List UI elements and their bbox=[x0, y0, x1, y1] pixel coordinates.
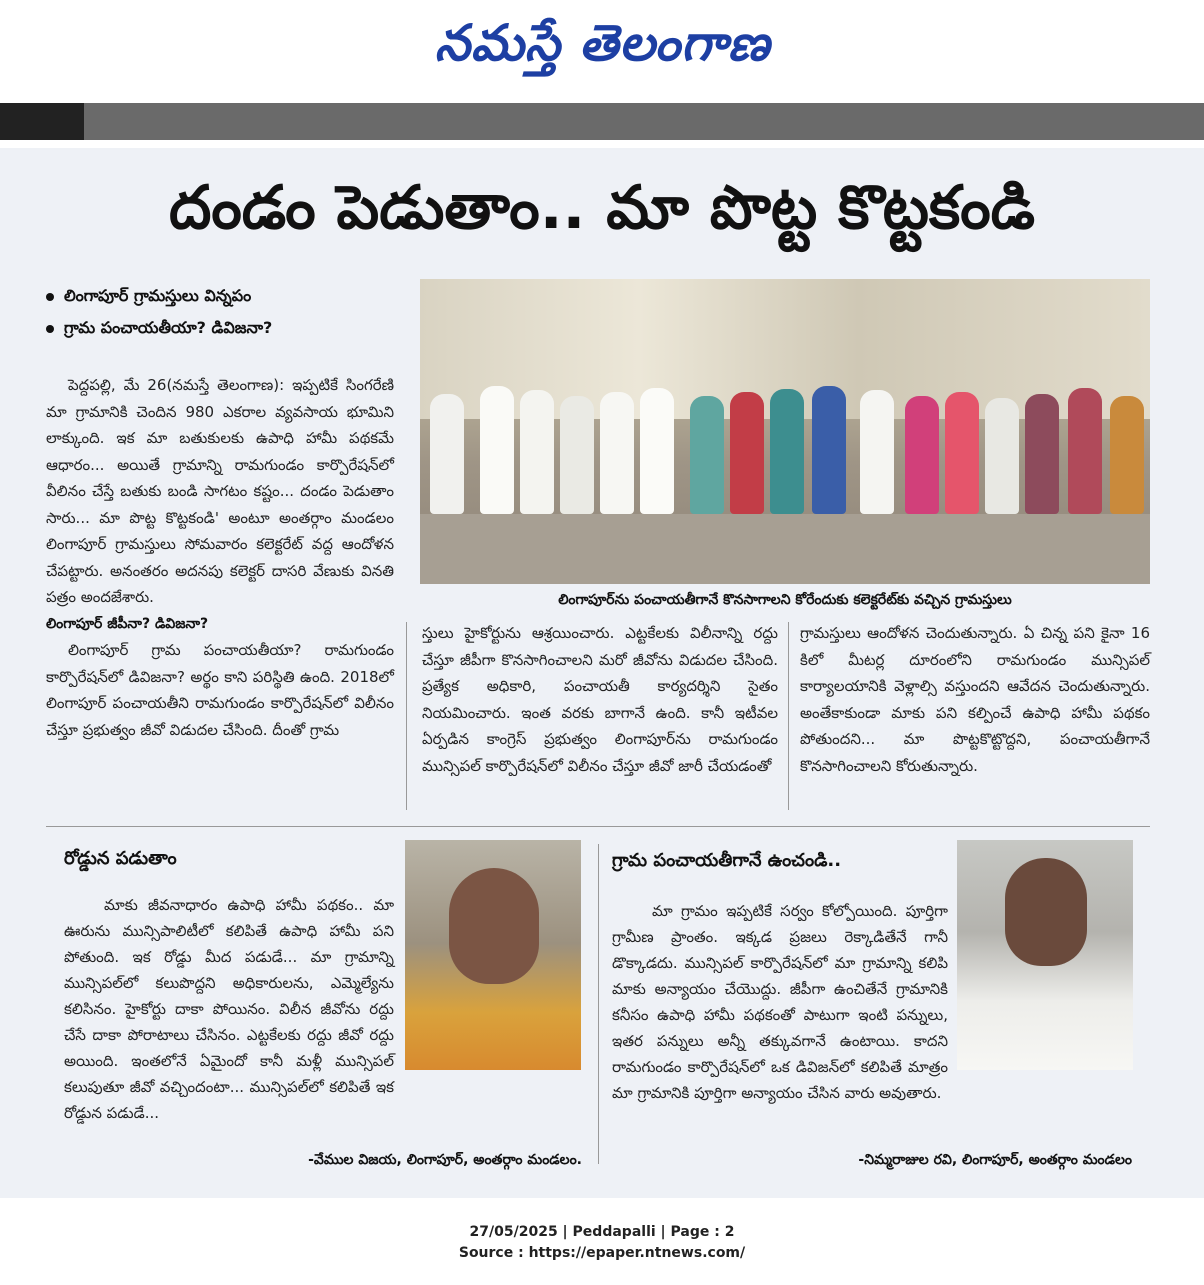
section-divider bbox=[46, 826, 1150, 827]
article-paragraph: లింగాపూర్ గ్రామ పంచాయతీయా? రామగుండం కార్పొరేషన్‌లో డివిజనా? అర్థం కాని పరిస్థితి ఉంది. 2018లో లింగాపూర్ పంచాయతీని రామగుండం కార్పొరేషన్‌లో విలీనం చేస్తూ ప్రభుత్వం జీవో విడుదల చేసింది. దీంతో గ్రామ bbox=[46, 641, 394, 739]
footer-source-link[interactable]: Source : https://epaper.ntnews.com/ bbox=[458, 1245, 746, 1261]
quote-title-right: గ్రామ పంచాయతీగానే ఉంచండి.. bbox=[612, 850, 842, 871]
quote-text: మా గ్రామం ఇప్పటికే సర్వం కోల్పోయింది. పూర్తిగా గ్రామీణ ప్రాంతం. ఇక్కడ ప్రజలు రెక్కాడితేనే గానీ డొక్కాడదు. మున్సిపల్ కార్పొరేషన్‌లో మా గ్రామాన్ని కలిపి మాకు అన్యాయం చేయొద్దు. జీపీగా ఉంచితేనే గ్రామానికి కనీసం ఉపాధి హామీ పథకంతో పాటుగా ఇంటి పన్నులు, ఇతర పన్నులు అన్నీ తక్కువగానే ఉంటాయి. కాదని రామగుండం కార్పొరేషన్‌లో ఒక డివిజన్‌లో కలిపితే మాత్రం మా గ్రామానికి పూర్తిగా అన్యాయం చేసిన వారు అవుతారు. bbox=[612, 902, 948, 1102]
bullet-list bbox=[46, 280, 396, 360]
masthead bbox=[0, 0, 1204, 100]
group-photo bbox=[420, 279, 1150, 584]
column-divider bbox=[406, 622, 407, 810]
masthead-bar-dark bbox=[0, 103, 84, 140]
bullet-item bbox=[46, 280, 396, 312]
photo-person bbox=[770, 389, 804, 514]
article-column-3 bbox=[800, 620, 1150, 779]
photo-person bbox=[1025, 394, 1059, 514]
bullet-item bbox=[46, 312, 396, 344]
photo-caption: లింగాపూర్‌ను పంచాయతీగానే కొనసాగాలని కోరేందుకు కలెక్టరేట్‌కు వచ్చిన గ్రామస్తులు bbox=[558, 592, 1012, 608]
photo-person bbox=[600, 392, 634, 514]
photo-person bbox=[905, 396, 939, 514]
article-subheading: లింగాపూర్ జీపీనా? డివిజనా? bbox=[46, 615, 209, 632]
photo-person bbox=[1068, 388, 1102, 514]
photo-person bbox=[520, 390, 554, 514]
photo-person bbox=[1110, 396, 1144, 514]
photo-person bbox=[730, 392, 764, 514]
masthead-bar-grey bbox=[84, 103, 1204, 140]
photo-person bbox=[480, 386, 514, 514]
bullet-text: లింగాపూర్ గ్రామస్తులు విన్నపం bbox=[64, 286, 252, 305]
portrait-face bbox=[449, 868, 539, 984]
portrait-man bbox=[957, 840, 1133, 1070]
photo-person bbox=[812, 386, 846, 514]
photo-person bbox=[430, 394, 464, 514]
page-footer bbox=[0, 1222, 1204, 1264]
quote-title-left: రోడ్డున పడుతాం bbox=[64, 848, 177, 869]
photo-person bbox=[985, 398, 1019, 514]
box-divider bbox=[598, 844, 599, 1164]
photo-person bbox=[560, 396, 594, 514]
quote-text: మాకు జీవనాధారం ఉపాధి హామీ పథకం.. మా ఊరును మున్సిపాలిటీలో కలిపితే ఉపాధి హామీ పని పోతుంది. ఇక రోడ్డు మీద పడుడే... మా గ్రామాన్ని మున్సిపల్‌లో కలుపొద్దని అధికారులను, ఎమ్మెల్యేను కలిసినం. హైకోర్టు దాకా పోయినం. విలీన జీవోను రద్దు చేసే దాకా పోరాటాలు చేసినం. ఎట్టకేలకు రద్దు జీవో రద్దు అయింది. ఇంతలోనే ఏమైందో కానీ మళ్లీ మున్సిపల్ కలుపుతూ జీవో వచ్చిందంటా... మున్సిపల్‌లో కలిపితే ఇక రోడ్డున పడుడే... bbox=[64, 896, 394, 1122]
quote-body-left bbox=[64, 892, 394, 1126]
photo-person bbox=[690, 396, 724, 514]
quote-signature-right: -నిమ్మరాజుల రవి, లింగాపూర్, అంతర్గాం మండలం bbox=[858, 1152, 1132, 1168]
headline: దండం పెడుతాం.. మా పొట్ట కొట్టకండి bbox=[168, 173, 1036, 243]
photo-person bbox=[640, 388, 674, 514]
article-paragraph: స్తులు హైకోర్టును ఆశ్రయించారు. ఎట్టకేలకు విలీనాన్ని రద్దు చేస్తూ జీపీగా కొనసాగించాలని మరో జీవోను విడుదల చేసింది. ప్రత్యేక అధికారి, పంచాయతీ కార్యదర్శిని సైతం నియమించారు. ఇంత వరకు బాగానే ఉంది. కానీ ఇటీవల ఏర్పడిన కాంగ్రెస్ ప్రభుత్వం లింగాపూర్‌ను రామగుండం మున్సిపల్ కార్పొరేషన్‌లో విలీనం చేస్తూ జీవో జారీ చేయడంతో bbox=[422, 624, 778, 775]
photo-people bbox=[420, 374, 1150, 514]
footer-date-edition: 27/05/2025 | Peddapalli | Page : 2 bbox=[469, 1224, 735, 1240]
article-column-1 bbox=[46, 372, 394, 743]
article-column-2 bbox=[422, 620, 778, 779]
portrait-woman bbox=[405, 840, 581, 1070]
bullet-text: గ్రామ పంచాయతీయా? డివిజనా? bbox=[64, 318, 273, 337]
portrait-face bbox=[1005, 858, 1087, 966]
column-divider bbox=[788, 622, 789, 810]
quote-signature-left: -వేముల విజయ, లింగాపూర్, అంతర్గాం మండలం. bbox=[308, 1152, 582, 1168]
photo-person bbox=[860, 390, 894, 514]
bullet-icon bbox=[46, 325, 54, 333]
photo-person bbox=[945, 392, 979, 514]
newspaper-logo: నమస్తే తెలంగాణ bbox=[434, 13, 771, 72]
quote-body-right bbox=[612, 898, 948, 1106]
photo-floor bbox=[420, 514, 1150, 584]
bullet-icon bbox=[46, 293, 54, 301]
article-paragraph: పెద్దపల్లి, మే 26(నమస్తే తెలంగాణ): ఇప్పటికే సింగరేణి మా గ్రామానికి చెందిన 980 ఎకరాల వ్యవసాయ భూమిని లాక్కుంది. ఇక మా బతుకులకు ఉపాధి హామీ పథకమే ఆధారం... అయితే గ్రామాన్ని రామగుండం కార్పొరేషన్‌లో వీలినం చేస్తే బతుకు బండి సాగటం కష్టం... దండం పెడుతాం సారు... మా పొట్ట కొట్టకండి' అంటూ అంతర్గాం మండలం లింగాపూర్ గ్రామస్తులు సోమవారం కలెక్టరేట్ వద్ద ఆందోళన చేపట్టారు. అనంతరం అదనపు కలెక్టర్ దాసరి వేణుకు వినతి పత్రం అందజేశారు. bbox=[46, 376, 394, 606]
article-paragraph: గ్రామస్తులు ఆందోళన చెందుతున్నారు. ఏ చిన్న పని కైనా 16 కిలో మీటర్ల దూరంలోని రామగుండం మున్సిపల్ కార్యాలయానికి వెళ్లాల్సి వస్తుందని ఆవేదన చెందుతున్నారు. అంతేకాకుండా మాకు పని కల్పించే ఉపాధి హామీ పథకం పోతుందని... మా పొట్టకొట్టొద్దని, పంచాయతీగానే కొనసాగించాలని కోరుతున్నారు. bbox=[800, 624, 1150, 775]
